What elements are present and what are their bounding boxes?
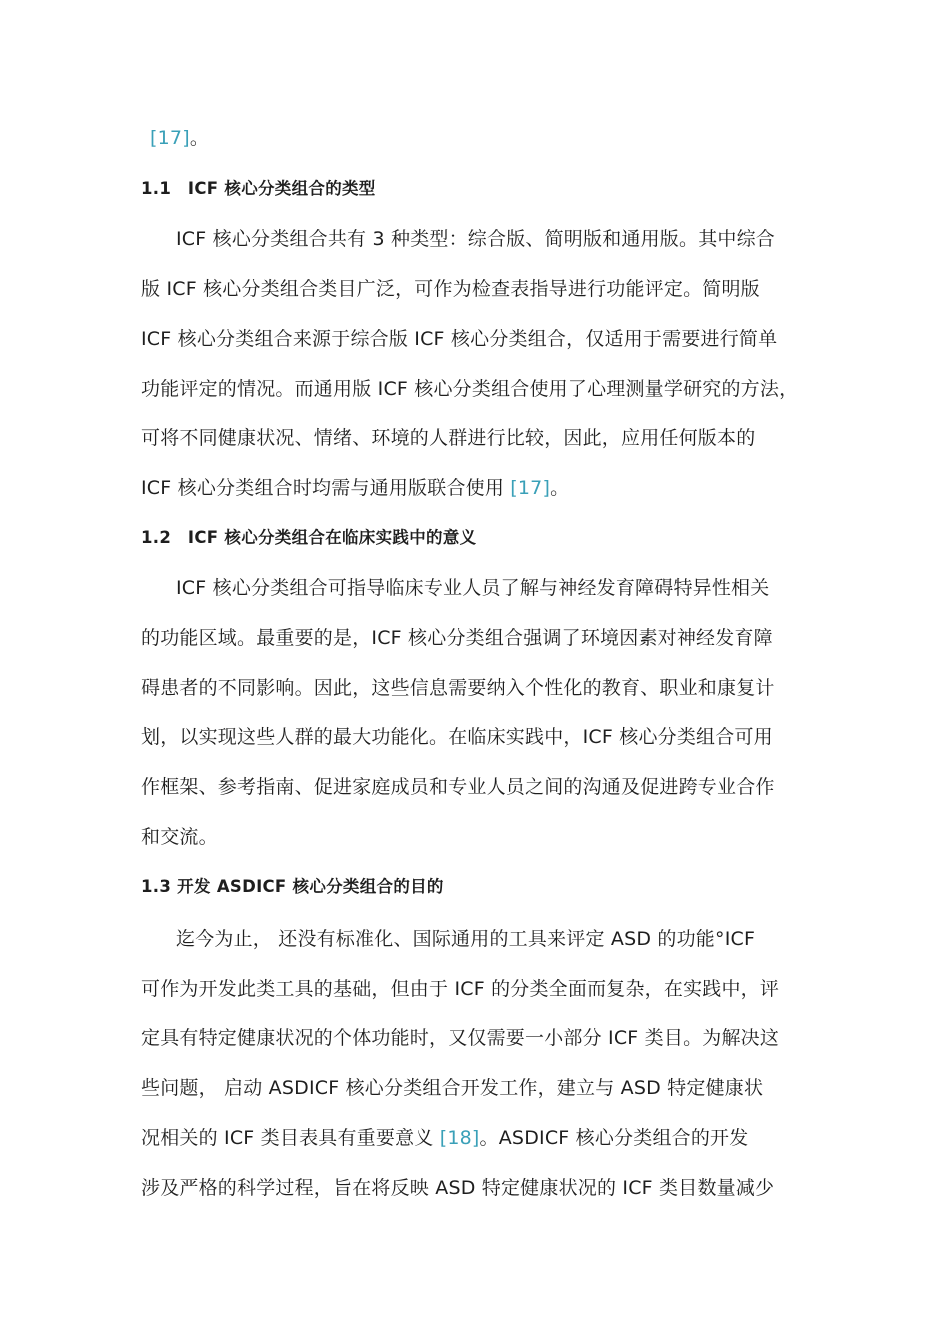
- section-heading-1-3: 1.3 开发 ASDICF 核心分类组合的目的: [141, 877, 444, 896]
- line-tail: 。: [189, 127, 210, 149]
- paragraph-line: 作框架、参考指南、促进家庭成员和专业人员之间的沟通及促进跨专业合作: [141, 776, 775, 798]
- line-text: ICF 核心分类组合时均需与通用版联合使用: [141, 477, 511, 499]
- line-tail: 。: [550, 477, 570, 499]
- paragraph-line: ICF 核心分类组合可指导临床专业人员了解与神经发育障碍特异性相关: [176, 577, 770, 599]
- paragraph-line: 版 ICF 核心分类组合类目广泛，可作为检查表指导进行功能评定。简明版: [141, 278, 760, 300]
- line-tail: 。ASDICF 核心分类组合的开发: [479, 1127, 749, 1149]
- paragraph-line: 涉及严格的科学过程，旨在将反映 ASD 特定健康状况的 ICF 类目数量减少: [141, 1177, 775, 1199]
- paragraph-line: 定具有特定健康状况的个体功能时，又仅需要一小部分 ICF 类目。为解决这: [141, 1027, 780, 1049]
- paragraph-line: [150, 124, 209, 152]
- paragraph-line: 碍患者的不同影响。因此，这些信息需要纳入个性化的教育、职业和康复计: [141, 677, 775, 699]
- citation-link[interactable]: [17]: [150, 127, 190, 149]
- section-heading-1-1: 1.1 ICF 核心分类组合的类型: [141, 179, 376, 198]
- paragraph-line: [141, 474, 569, 502]
- paragraph-line: 迄今为止， 还没有标准化、国际通用的工具来评定 ASD 的功能°ICF: [176, 928, 756, 950]
- paragraph-line: ICF 核心分类组合来源于综合版 ICF 核心分类组合，仅适用于需要进行简单: [141, 328, 778, 350]
- paragraph-line: [141, 1124, 748, 1152]
- paragraph-line: 可作为开发此类工具的基础，但由于 ICF 的分类全面而复杂，在实践中，评: [141, 978, 780, 1000]
- paragraph-line: ICF 核心分类组合共有 3 种类型：综合版、简明版和通用版。其中综合: [176, 228, 776, 250]
- paragraph-line: 些问题， 启动 ASDICF 核心分类组合开发工作，建立与 ASD 特定健康状: [141, 1077, 764, 1099]
- section-heading-1-2: 1.2 ICF 核心分类组合在临床实践中的意义: [141, 528, 477, 547]
- paragraph-line: 功能评定的情况。而通用版 ICF 核心分类组合使用了心理测量学研究的方法，: [141, 378, 799, 400]
- citation-link[interactable]: [17]: [510, 477, 551, 499]
- paragraph-line: 和交流。: [141, 826, 218, 848]
- paragraph-line: 可将不同健康状况、情绪、环境的人群进行比较，因此，应用任何版本的: [141, 427, 756, 449]
- citation-link[interactable]: [18]: [439, 1127, 480, 1149]
- line-text: 况相关的 ICF 类目表具有重要意义: [141, 1127, 440, 1149]
- paragraph-line: 划，以实现这些人群的最大功能化。在临床实践中，ICF 核心分类组合可用: [141, 726, 773, 748]
- paragraph-line: 的功能区域。最重要的是，ICF 核心分类组合强调了环境因素对神经发育障: [141, 627, 773, 649]
